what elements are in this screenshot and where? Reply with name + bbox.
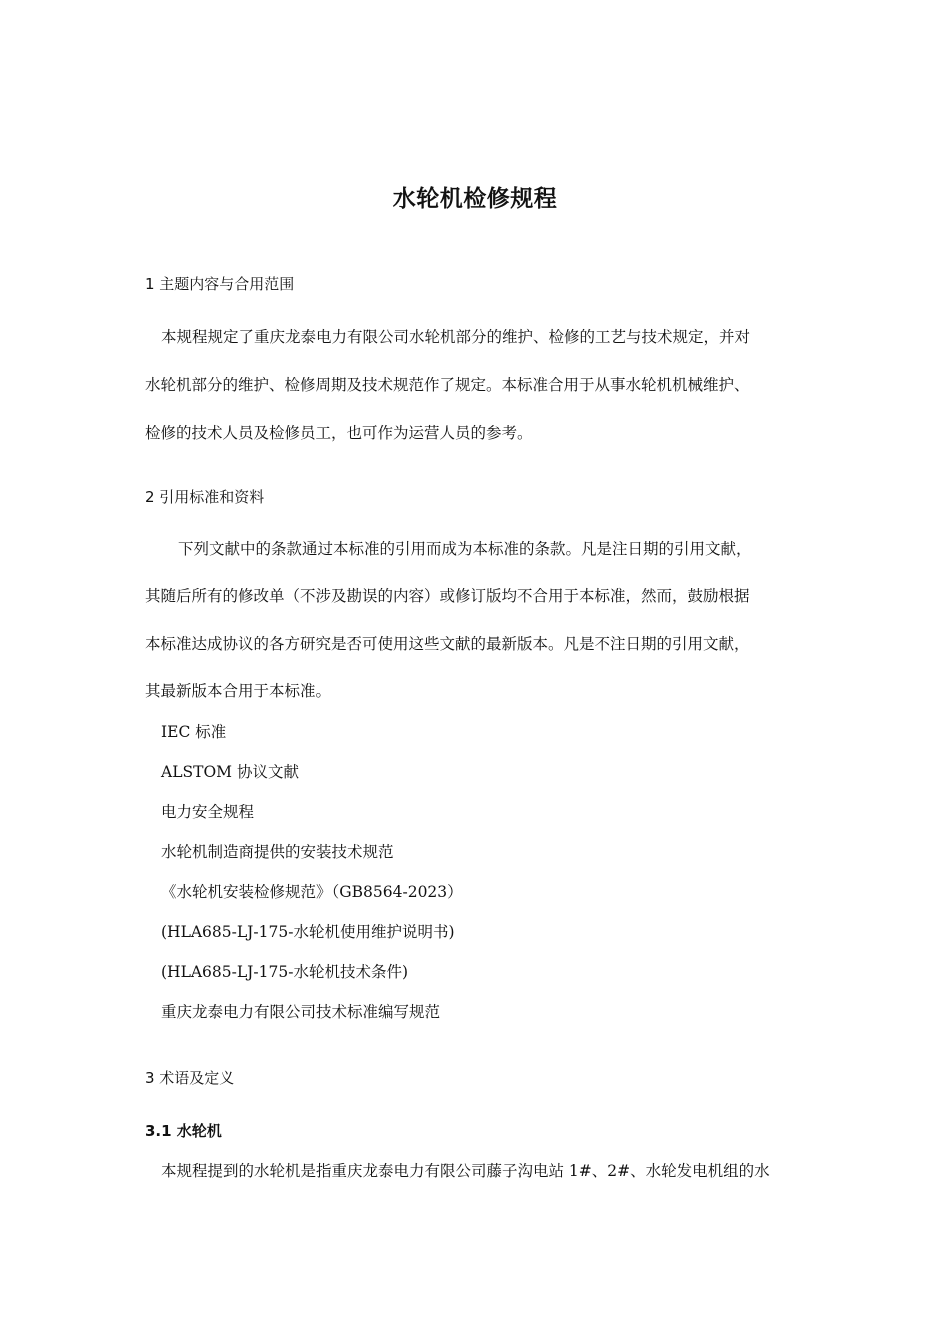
section-2-line-1: 下列文献中的条款通过本标准的引用而成为本标准的条款。凡是注日期的引用文献， <box>178 540 752 558</box>
section-3-heading: 3 术语及定义 <box>145 1069 235 1087</box>
reference-item: (HLA685-LJ-175-水轮机技术条件) <box>161 963 408 981</box>
document-title: 水轮机检修规程 <box>392 186 558 212</box>
reference-item: 重庆龙泰电力有限公司技术标准编写规范 <box>161 1003 441 1021</box>
subsection-3-1-line-1: 本规程提到的水轮机是指重庆龙泰电力有限公司藤子沟电站 1#、2#、水轮发电机组的水 <box>161 1162 770 1180</box>
section-1-line-1: 本规程规定了重庆龙泰电力有限公司水轮机部分的维护、检修的工艺与技术规定，并对 <box>161 328 751 346</box>
reference-item: 《水轮机安装检修规范》（GB8564-2023） <box>161 883 463 901</box>
section-2-line-3: 本标准达成协议的各方研究是否可使用这些文献的最新版本。凡是不注日期的引用文献， <box>145 635 750 653</box>
section-1-line-2: 水轮机部分的维护、检修周期及技术规范作了规定。本标准合用于从事水轮机机械维护、 <box>145 376 750 394</box>
reference-item: 电力安全规程 <box>161 803 255 821</box>
reference-item: IEC 标准 <box>161 723 227 741</box>
section-2-heading: 2 引用标准和资料 <box>145 488 265 506</box>
section-2-line-2: 其随后所有的修改单（不涉及勘误的内容）或修订版均不合用于本标准，然而，鼓励根据 <box>145 587 750 605</box>
subsection-3-1-heading: 3.1 水轮机 <box>145 1122 222 1140</box>
section-1-heading: 1 主题内容与合用范围 <box>145 275 295 293</box>
reference-item: (HLA685-LJ-175-水轮机使用维护说明书) <box>161 923 455 941</box>
section-2-line-4: 其最新版本合用于本标准。 <box>145 682 332 700</box>
section-1-line-3: 检修的技术人员及检修员工，也可作为运营人员的参考。 <box>145 424 533 442</box>
reference-item: ALSTOM 协议文献 <box>161 763 299 781</box>
reference-item: 水轮机制造商提供的安装技术规范 <box>161 843 394 861</box>
